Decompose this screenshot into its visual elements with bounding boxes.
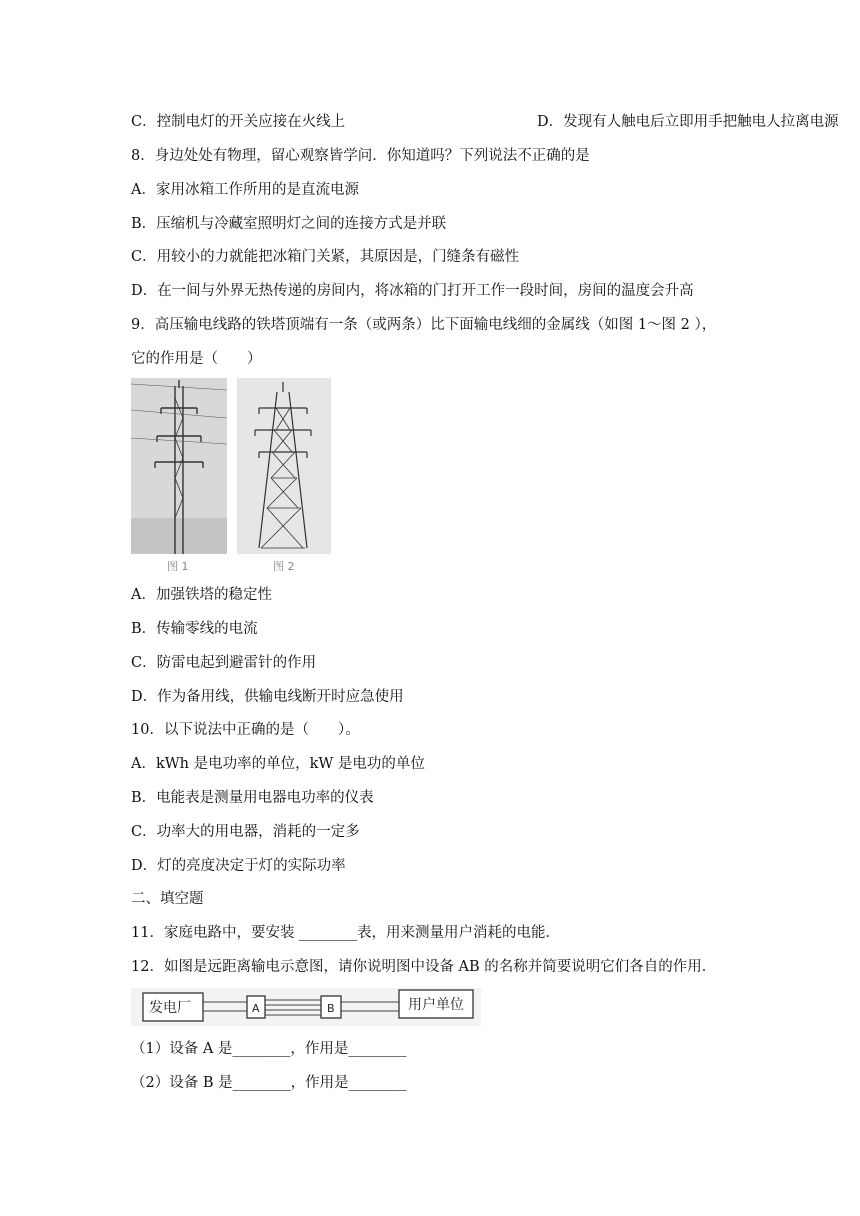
q9-option-c: C．防雷电起到避雷针的作用 <box>131 655 317 671</box>
figure2-label: 图 2 <box>273 560 295 573</box>
q7-option-row <box>131 112 839 132</box>
device-b-label: B <box>327 1002 335 1015</box>
q10-option-d: D．灯的亮度决定于灯的实际功率 <box>131 858 346 874</box>
q10-option-a: A．kWh 是电功率的单位，kW 是电功的单位 <box>131 756 425 772</box>
power-transmission-diagram <box>131 988 481 1026</box>
q9-option-b: B．传输零线的电流 <box>131 621 258 637</box>
figure1-label: 图 1 <box>167 560 189 573</box>
q7-option-c: C．控制电灯的开关应接在火线上 <box>131 114 346 130</box>
q7-option-d: D．发现有人触电后立即用手把触电人拉离电源 <box>537 114 839 130</box>
q9-option-a: A．加强铁塔的稳定性 <box>131 587 272 603</box>
q12-sub2: （2）设备 B 是________，作用是________ <box>131 1075 407 1091</box>
q8-stem: 8．身边处处有物理，留心观察皆学问．你知道吗？下列说法不正确的是 <box>131 148 590 164</box>
q12-stem: 12．如图是远距离输电示意图，请你说明图中设备 AB 的名称并简要说明它们各自的作用． <box>131 959 717 975</box>
q8-option-a: A．家用冰箱工作所用的是直流电源 <box>131 182 359 198</box>
q10-stem: 10．以下说法中正确的是（ ）。 <box>131 722 360 738</box>
q9-stem-line2: 它的作用是（ ） <box>131 351 262 367</box>
q9-option-d: D．作为备用线，供输电线断开时应急使用 <box>131 689 404 705</box>
q11-stem: 11．家庭电路中，要安装 ________表，用来测量用户消耗的电能． <box>131 925 561 941</box>
q8-option-b: B．压缩机与冷藏室照明灯之间的连接方式是并联 <box>131 216 447 232</box>
q10-option-c: C．功率大的用电器，消耗的一定多 <box>131 824 360 840</box>
user-unit-label: 用户单位 <box>408 997 464 1013</box>
q8-option-d: D．在一间与外界无热传递的房间内，将冰箱的门打开工作一段时间，房间的温度会升高 <box>131 283 694 299</box>
device-a-label: A <box>252 1002 260 1015</box>
transmission-tower-figure <box>131 378 331 576</box>
q8-option-c: C．用较小的力就能把冰箱门关紧，其原因是，门缝条有磁性 <box>131 249 520 265</box>
q10-option-b: B．电能表是测量用电器电功率的仪表 <box>131 790 374 806</box>
q9-stem-line1: 9．高压输电线路的铁塔顶端有一条（或两条）比下面输电线细的金属线（如图 1～图 2 ）， <box>131 317 717 333</box>
power-plant-label: 发电厂 <box>149 1000 191 1016</box>
q12-sub1: （1）设备 A 是________，作用是________ <box>131 1041 407 1057</box>
section-title-fill-in: 二、填空题 <box>131 891 204 907</box>
